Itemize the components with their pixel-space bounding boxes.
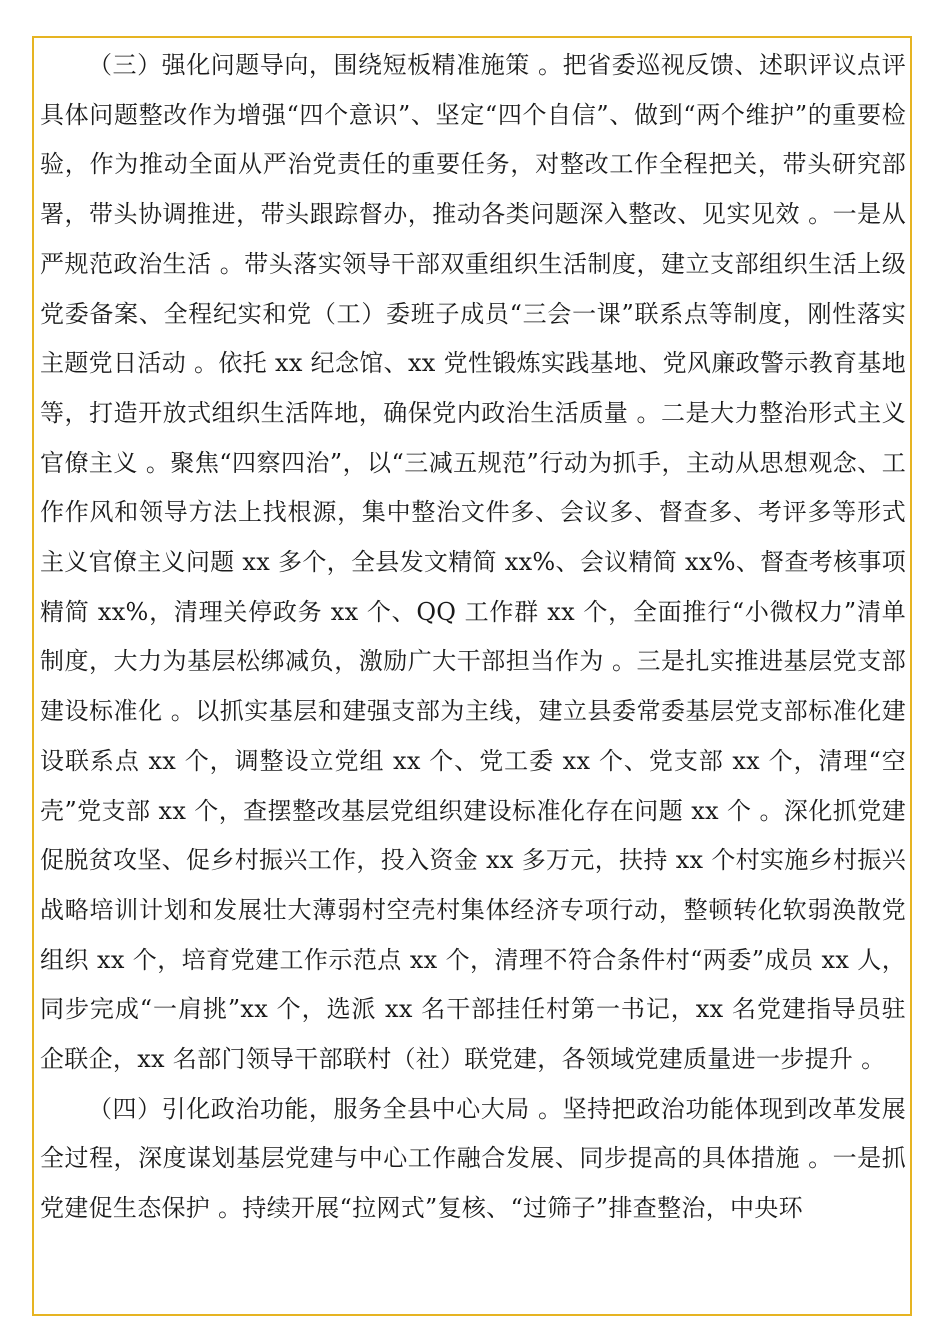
document-body bbox=[40, 41, 906, 1234]
paragraph-section-3: （三）强化问题导向，围绕短板精准施策 。把省委巡视反馈、述职评议点评具体问题整改作为增强“四个意识”、坚定“四个自信”、做到“两个维护”的重要检验，作为推动全面从严治党责任的重要任务，对整改工作全程把关，带头研究部署，带头协调推进，带头跟踪督办，推动各类问题深入整改、见实见效 。一是从严规范政治生活 。带头落实领导干部双重组织生活制度，建立支部组织生活上级党委备案、全程纪实和党（工）委班子成员“三会一课”联系点等制度，刚性落实主题党日活动 。依托 xx 纪念馆、xx 党性锻炼实践基地、党风廉政警示教育基地等，打造开放式组织生活阵地，确保党内政治生活质量 。二是大力整治形式主义官僚主义 。聚焦“四察四治”，以“三减五规范”行动为抓手，主动从思想观念、工作作风和领导方法上找根源，集中整治文件多、会议多、督查多、考评多等形式主义官僚主义问题 xx 多个，全县发文精简 xx%、会议精简 xx%、督查考核事项精简 xx%，清理关停政务 xx 个、QQ 工作群 xx 个，全面推行“小微权力”清单制度，大力为基层松绑减负，激励广大干部担当作为 。三是扎实推进基层党支部建设标准化 。以抓实基层和建强支部为主线，建立县委常委基层党支部标准化建设联系点 xx 个，调整设立党组 xx 个、党工委 xx 个、党支部 xx 个，清理“空壳”党支部 xx 个，查摆整改基层党组织建设标准化存在问题 xx 个 。深化抓党建促脱贫攻坚、促乡村振兴工作，投入资金 xx 多万元，扶持 xx 个村实施乡村振兴战略培训计划和发展壮大薄弱村空壳村集体经济专项行动，整顿转化软弱涣散党组织 xx 个，培育党建工作示范点 xx 个，清理不符合条件村“两委”成员 xx 人，同步完成“一肩挑”xx 个，选派 xx 名干部挂任村第一书记，xx 名党建指导员驻企联企，xx 名部门领导干部联村（社）联党建，各领域党建质量进一步提升 。 bbox=[40, 51, 906, 1074]
paragraph-section-4: （四）引化政治功能，服务全县中心大局 。坚持把政治功能体现到改革发展全过程，深度谋划基层党建与中心工作融合发展、同步提高的具体措施 。一是抓党建促生态保护 。持续开展“拉网式”复核、“过筛子”排查整治，中央环 bbox=[40, 1094, 906, 1223]
